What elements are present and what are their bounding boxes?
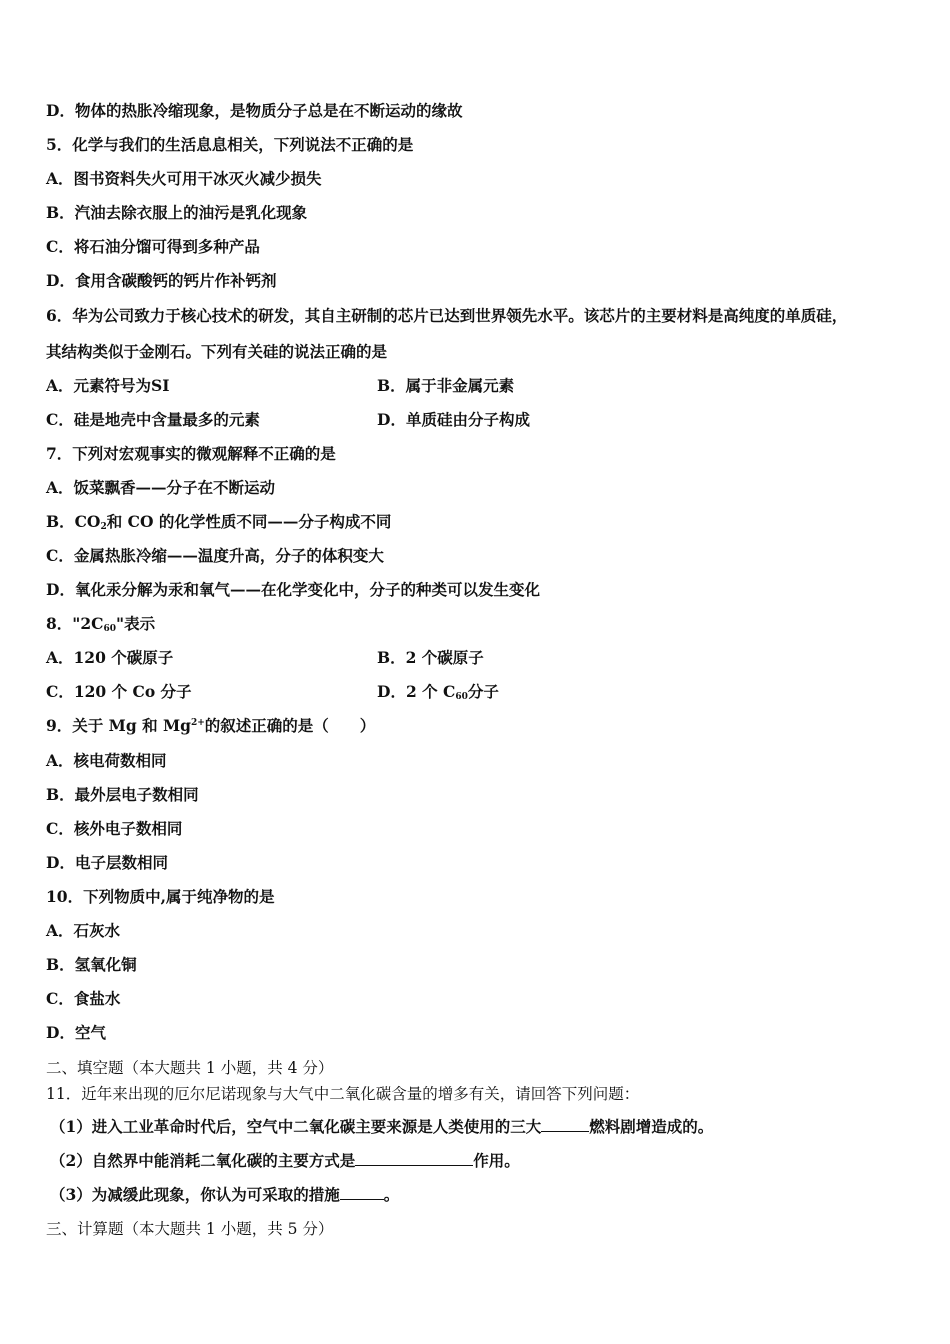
q7-option-b-text-rest: 和 CO 的化学性质不同——分子构成不同 xyxy=(106,512,392,531)
q7-option-a: A．饭菜飘香——分子在不断运动 xyxy=(46,478,276,497)
q5-option-a: A．图书资料失火可用干冰灭火减少损失 xyxy=(46,169,322,188)
q10-option-c: C．食盐水 xyxy=(46,989,121,1008)
q5-option-c: C．将石油分馏可得到多种产品 xyxy=(46,237,260,256)
q10-option-d: D．空气 xyxy=(46,1023,106,1042)
q8-stem-text: 8．"2C xyxy=(46,614,104,633)
q8-option-d-text-rest: 分子 xyxy=(467,682,499,701)
q6-option-c: C．硅是地壳中含量最多的元素 xyxy=(46,410,260,429)
q11-part1-text-rest: 燃料剧增造成的。 xyxy=(589,1117,714,1136)
q8-stem-text-rest: "表示 xyxy=(116,614,156,633)
q9-option-d: D．电子层数相同 xyxy=(46,853,168,872)
q11-part1-blank[interactable] xyxy=(541,1116,589,1132)
q5-stem: 5．化学与我们的生活息息相关，下列说法不正确的是 xyxy=(46,135,414,154)
q5-option-d: D．食用含碳酸钙的钙片作补钙剂 xyxy=(46,271,277,290)
q8-stem-subscript: 60 xyxy=(103,624,117,634)
q7-option-b-subscript: 2 xyxy=(100,522,107,532)
q7-stem: 7．下列对宏观事实的微观解释不正确的是 xyxy=(46,444,336,463)
section-calculation-title: 三、计算题（本大题共 1 小题，共 5 分） xyxy=(46,1220,334,1238)
q8-option-d-text: D．2 个 C xyxy=(377,682,456,701)
q9-option-c: C．核外电子数相同 xyxy=(46,819,183,838)
q9-option-a: A．核电荷数相同 xyxy=(46,751,167,770)
q6-stem-line2: 其结构类似于金刚石。下列有关硅的说法正确的是 xyxy=(46,342,388,361)
q8-option-c: C．120 个 Co 分子 xyxy=(46,682,192,701)
q11-part3-blank[interactable] xyxy=(340,1184,384,1200)
q10-option-b: B．氢氧化铜 xyxy=(46,955,137,974)
q9-stem-text: 9．关于 Mg 和 Mg xyxy=(46,716,191,735)
q11-part1 xyxy=(50,1116,713,1138)
q9-option-b: B．最外层电子数相同 xyxy=(46,785,199,804)
section-fill-in-title: 二、填空题（本大题共 1 小题，共 4 分） xyxy=(46,1059,334,1077)
q11-part2-blank[interactable] xyxy=(355,1150,473,1166)
q11-part3-text-rest: 。 xyxy=(383,1185,400,1204)
q9-stem xyxy=(46,715,375,737)
q11-part1-text: （1）进入工业革命时代后，空气中二氧化碳主要来源是人类使用的三大 xyxy=(50,1117,542,1136)
q9-stem-superscript: 2+ xyxy=(190,718,205,728)
q5-option-b: B．汽油去除衣服上的油污是乳化现象 xyxy=(46,203,308,222)
q6-stem-line1: 6．华为公司致力于核心技术的研发，其自主研制的芯片已达到世界领先水平。该芯片的主要材料是高纯度的单质硅， xyxy=(46,306,848,325)
q11-part2 xyxy=(50,1150,520,1172)
q8-option-a: A．120 个碳原子 xyxy=(46,648,174,667)
q9-stem-text-rest: 的叙述正确的是（ ） xyxy=(204,716,376,735)
q11-part2-text-rest: 作用。 xyxy=(473,1151,520,1170)
q10-stem: 10．下列物质中,属于纯净物的是 xyxy=(46,887,275,906)
q7-option-b-text: B．CO xyxy=(46,512,101,531)
q11-part3-text: （3）为减缓此现象，你认为可采取的措施 xyxy=(50,1185,340,1204)
q4-option-d: D．物体的热胀冷缩现象，是物质分子总是在不断运动的缘故 xyxy=(46,101,463,120)
q8-stem xyxy=(46,613,155,635)
q11-part3 xyxy=(50,1184,399,1206)
q7-option-c: C．金属热胀冷缩——温度升高，分子的体积变大 xyxy=(46,546,384,565)
q8-option-d-subscript: 60 xyxy=(455,692,468,702)
q8-option-b: B．2 个碳原子 xyxy=(377,648,484,667)
q6-option-a: A．元素符号为SI xyxy=(46,376,170,395)
q8-option-d xyxy=(377,681,499,703)
q6-option-b: B．属于非金属元素 xyxy=(377,376,515,395)
q7-option-b xyxy=(46,511,391,533)
q7-option-d: D．氧化汞分解为汞和氧气——在化学变化中，分子的种类可以发生变化 xyxy=(46,580,540,599)
q6-option-d: D．单质硅由分子构成 xyxy=(377,410,530,429)
q11-stem: 11．近年来出现的厄尔尼诺现象与大气中二氧化碳含量的增多有关，请回答下列问题： xyxy=(46,1085,640,1103)
q10-option-a: A．石灰水 xyxy=(46,921,121,940)
q11-part2-text: （2）自然界中能消耗二氧化碳的主要方式是 xyxy=(50,1151,356,1170)
